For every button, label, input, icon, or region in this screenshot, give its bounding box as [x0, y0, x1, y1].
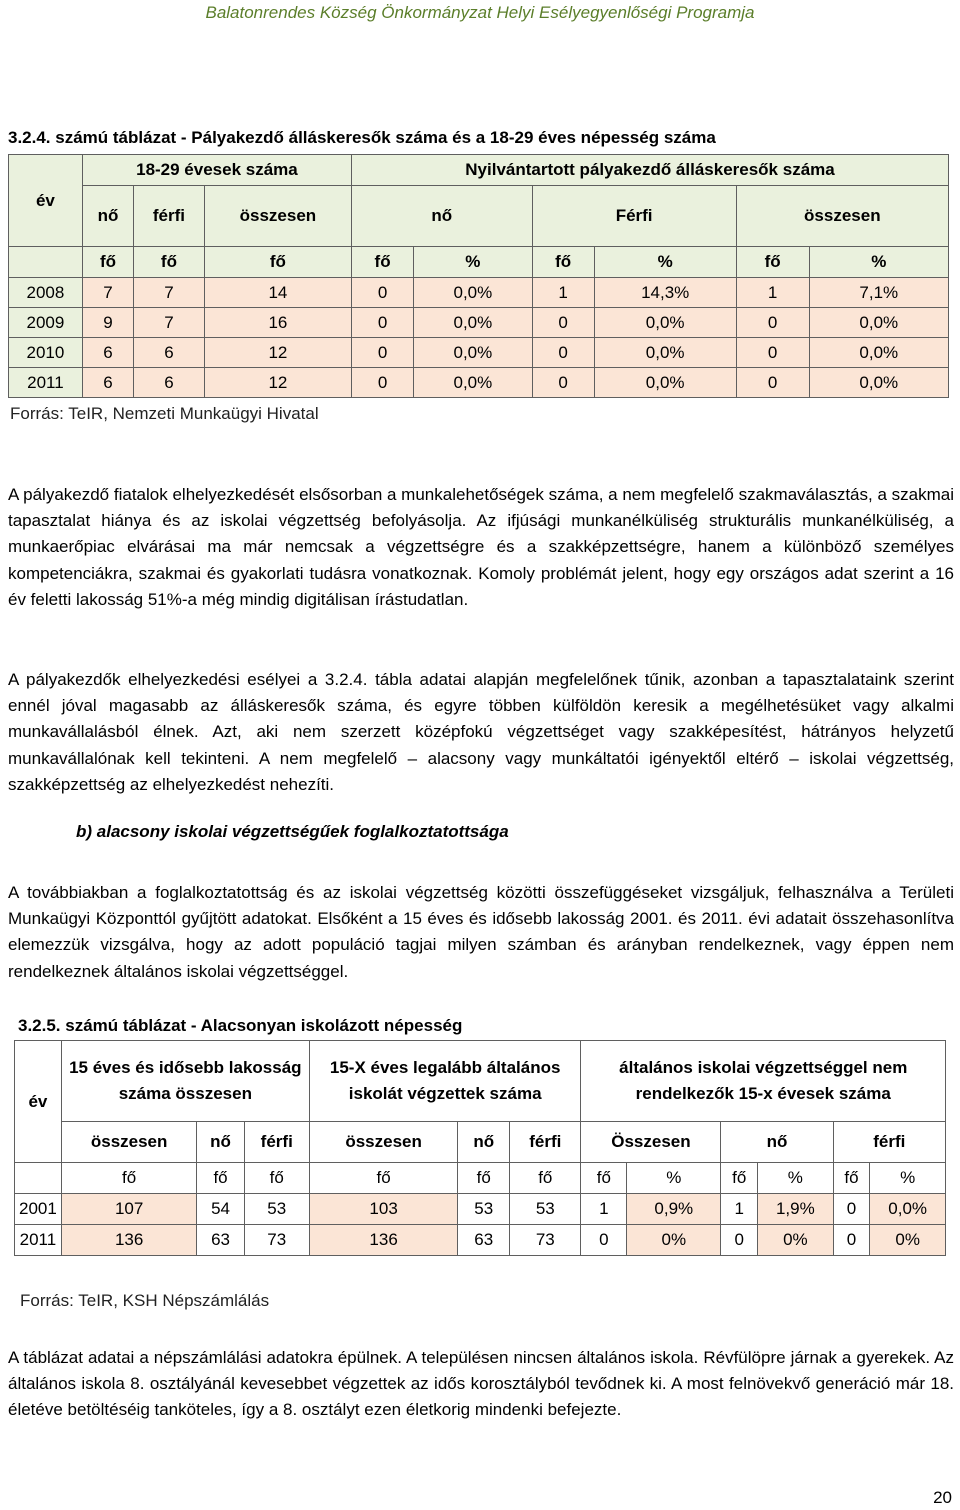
unit: % [594, 247, 736, 278]
cell: 0% [758, 1225, 834, 1256]
unit: fő [352, 247, 414, 278]
cell: 0,0% [809, 308, 948, 338]
cell: 0 [532, 368, 594, 398]
cell-year: 2010 [9, 338, 83, 368]
cell: 6 [82, 338, 133, 368]
cell: 0,0% [809, 338, 948, 368]
unit: fő [736, 247, 809, 278]
unit: fő [581, 1163, 627, 1194]
cell: 0,0% [594, 368, 736, 398]
cell: 0 [352, 308, 414, 338]
table2-source: Forrás: TeIR, KSH Népszámlálás [20, 1291, 270, 1310]
cell: 16 [204, 308, 351, 338]
sub-osszesen-2: összesen [736, 186, 948, 247]
unit: fő [204, 247, 351, 278]
cell: 136 [309, 1225, 458, 1256]
cell: 0 [736, 368, 809, 398]
cell: 0 [833, 1194, 870, 1225]
unit: fő [82, 247, 133, 278]
unit: fő [510, 1163, 581, 1194]
sub-osszesen: összesen [61, 1122, 197, 1163]
sub-ferfi: férfi [244, 1122, 309, 1163]
table1-source: Forrás: TeIR, Nemzeti Munkaügyi Hivatal [10, 404, 319, 423]
cell: 107 [61, 1194, 197, 1225]
page-number: 20 [933, 1488, 952, 1507]
cell: 0,0% [414, 278, 532, 308]
cell-year: 2001 [15, 1194, 62, 1225]
unit: % [414, 247, 532, 278]
cell: 0% [870, 1225, 946, 1256]
cell: 0 [833, 1225, 870, 1256]
cell: 136 [61, 1225, 197, 1256]
unit: fő [721, 1163, 758, 1194]
cell: 53 [458, 1194, 510, 1225]
table-3-2-5 [14, 1040, 946, 1256]
unit: fő [244, 1163, 309, 1194]
cell: 7 [134, 308, 205, 338]
group-18-29: 18-29 évesek száma [82, 155, 351, 186]
cell: 1 [721, 1194, 758, 1225]
sub-osszesen: Összesen [581, 1122, 721, 1163]
cell: 7 [82, 278, 133, 308]
sub-ferfi: férfi [833, 1122, 945, 1163]
cell: 0 [581, 1225, 627, 1256]
unit: fő [532, 247, 594, 278]
cell: 0% [627, 1225, 721, 1256]
unit: % [758, 1163, 834, 1194]
paragraph-3: A továbbiakban a foglalkoztatottság és az iskolai végzettség közötti összefüggéseket vizsgáljuk, felhasználva a Területi Munkaügyi Központtól gyűjtött adatokat. Elsőként a 15 éves és idősebb lakosság 2001. és 2011. évi adatait összehasonlítva elemezzük vizsgálva, hogy az adott populáció tagjai milyen számban és arányban rendelkeznek, vagy éppen nem rendelkeznek általános iskolai végzettséggel. [8, 883, 954, 981]
sub-no-2: nő [352, 186, 533, 247]
cell: 103 [309, 1194, 458, 1225]
cell: 14 [204, 278, 351, 308]
table1-caption: 3.2.4. számú táblázat - Pályakezdő álláskeresők száma és a 18-29 éves népesség száma [8, 128, 716, 147]
cell: 7,1% [809, 278, 948, 308]
cell: 0,0% [414, 368, 532, 398]
unit: fő [309, 1163, 458, 1194]
page-header: Balatonrendes Község Önkormányzat Helyi Esélyegyenlőségi Programja [205, 3, 755, 22]
unit: fő [833, 1163, 870, 1194]
paragraph-2: A pályakezdők elhelyezkedési esélyei a 3.2.4. tábla adatai alapján megfelelőnek tűnik, azonban a tapasztalataink szerint ennél jóval magasabb az álláskeresők száma, és egyre többen külföldön keresik a megélhetésüket vagy alkalmi munkavállalásból élnek. Azt, aki nem szerzett középfokú végzettséget vagy szakképesítést, hátrányos helyzetű munkavállalónak kell tekinteni. A nem megfelelő – alacsony vagy munkáltatói igényektől eltérő – iskolai végzettség, szakképzettség az elhelyezkedést nehezíti. [8, 670, 954, 794]
cell: 0,0% [594, 338, 736, 368]
cell: 0 [352, 278, 414, 308]
unit-blank [15, 1163, 62, 1194]
cell: 0,0% [870, 1194, 946, 1225]
cell-year: 2011 [15, 1225, 62, 1256]
cell: 54 [197, 1194, 244, 1225]
cell-year: 2008 [9, 278, 83, 308]
table-3-2-4 [8, 154, 949, 398]
unit: % [870, 1163, 946, 1194]
group-nem-rendelkezok: általános iskolai végzettséggel nem rendelkezők 15-x évesek száma [581, 1041, 946, 1122]
table-row [9, 278, 949, 308]
cell: 1 [736, 278, 809, 308]
cell: 73 [510, 1225, 581, 1256]
table-row [15, 1225, 946, 1256]
cell: 0,9% [627, 1194, 721, 1225]
cell: 6 [134, 368, 205, 398]
cell: 9 [82, 308, 133, 338]
section-subheading: b) alacsony iskolai végzettségűek foglalkoztatottsága [76, 822, 509, 841]
cell: 14,3% [594, 278, 736, 308]
cell: 53 [244, 1194, 309, 1225]
cell: 1,9% [758, 1194, 834, 1225]
col-ev: év [15, 1041, 62, 1163]
cell-year: 2009 [9, 308, 83, 338]
cell: 7 [134, 278, 205, 308]
table-row [9, 338, 949, 368]
sub-osszesen: összesen [204, 186, 351, 247]
col-ev: év [9, 155, 83, 247]
unit: % [809, 247, 948, 278]
sub-no: nő [197, 1122, 244, 1163]
cell: 6 [82, 368, 133, 398]
table2-caption: 3.2.5. számú táblázat - Alacsonyan iskolázott népesség [18, 1016, 463, 1035]
cell: 1 [532, 278, 594, 308]
unit: fő [197, 1163, 244, 1194]
cell: 6 [134, 338, 205, 368]
group-15-eves: 15 éves és idősebb lakosság száma összesen [61, 1041, 309, 1122]
unit: fő [134, 247, 205, 278]
sub-ferfi-2: Férfi [532, 186, 736, 247]
cell: 0 [532, 308, 594, 338]
cell: 63 [197, 1225, 244, 1256]
cell: 0,0% [594, 308, 736, 338]
cell-year: 2011 [9, 368, 83, 398]
cell: 63 [458, 1225, 510, 1256]
paragraph-1: A pályakezdő fiatalok elhelyezkedését elsősorban a munkalehetőségek száma, a nem megfelelő szakmaválasztás, a szakmai tapasztalat hiánya és az iskolai végzettség befolyásolja. Az ifjúsági munkanélküliség strukturális munkanélküliség, a munkaerőpiac elvárásai ma már nemcsak a végzettségre és a szakképzettségre, hanem a különböző személyes kompetenciákra, szakmai és gyakorlati tudásra vonatkoznak. Komoly problémát jelent, hogy egy országos adat szerint a 16 év feletti lakosság 51%-a még mindig digitálisan írástudatlan. [8, 485, 954, 609]
sub-no: nő [721, 1122, 833, 1163]
unit: % [627, 1163, 721, 1194]
cell: 1 [581, 1194, 627, 1225]
cell: 0 [721, 1225, 758, 1256]
cell: 73 [244, 1225, 309, 1256]
table-row [15, 1194, 946, 1225]
cell: 12 [204, 338, 351, 368]
sub-ferfi: férfi [510, 1122, 581, 1163]
cell: 0 [532, 338, 594, 368]
table-row [9, 368, 949, 398]
paragraph-4: A táblázat adatai a népszámlálási adatokra épülnek. A településen nincsen általános iskola. Révfülöpre járnak a gyerekek. Az általános iskola 8. osztályánál kevesebbet végzettek az idős korosztályból tevődnek ki. A most felnövekvő generáció már 18. életéve betöltéséig tanköteles, így a 8. osztályt ezen életkorig mindenki befejezte. [8, 1348, 954, 1420]
cell: 0,0% [414, 308, 532, 338]
table-row [9, 308, 949, 338]
group-vegzettek: 15-X éves legalább általános iskolát végzettek száma [309, 1041, 581, 1122]
cell: 0 [736, 338, 809, 368]
group-palyakezdo: Nyilvántartott pályakezdő álláskeresők száma [352, 155, 949, 186]
sub-osszesen: összesen [309, 1122, 458, 1163]
cell: 0 [352, 338, 414, 368]
cell: 0,0% [414, 338, 532, 368]
unit: fő [458, 1163, 510, 1194]
unit-blank [9, 247, 83, 278]
cell: 53 [510, 1194, 581, 1225]
cell: 0 [736, 308, 809, 338]
sub-no: nő [82, 186, 133, 247]
cell: 12 [204, 368, 351, 398]
sub-ferfi: férfi [134, 186, 205, 247]
unit: fő [61, 1163, 197, 1194]
sub-no: nő [458, 1122, 510, 1163]
cell: 0,0% [809, 368, 948, 398]
cell: 0 [352, 368, 414, 398]
